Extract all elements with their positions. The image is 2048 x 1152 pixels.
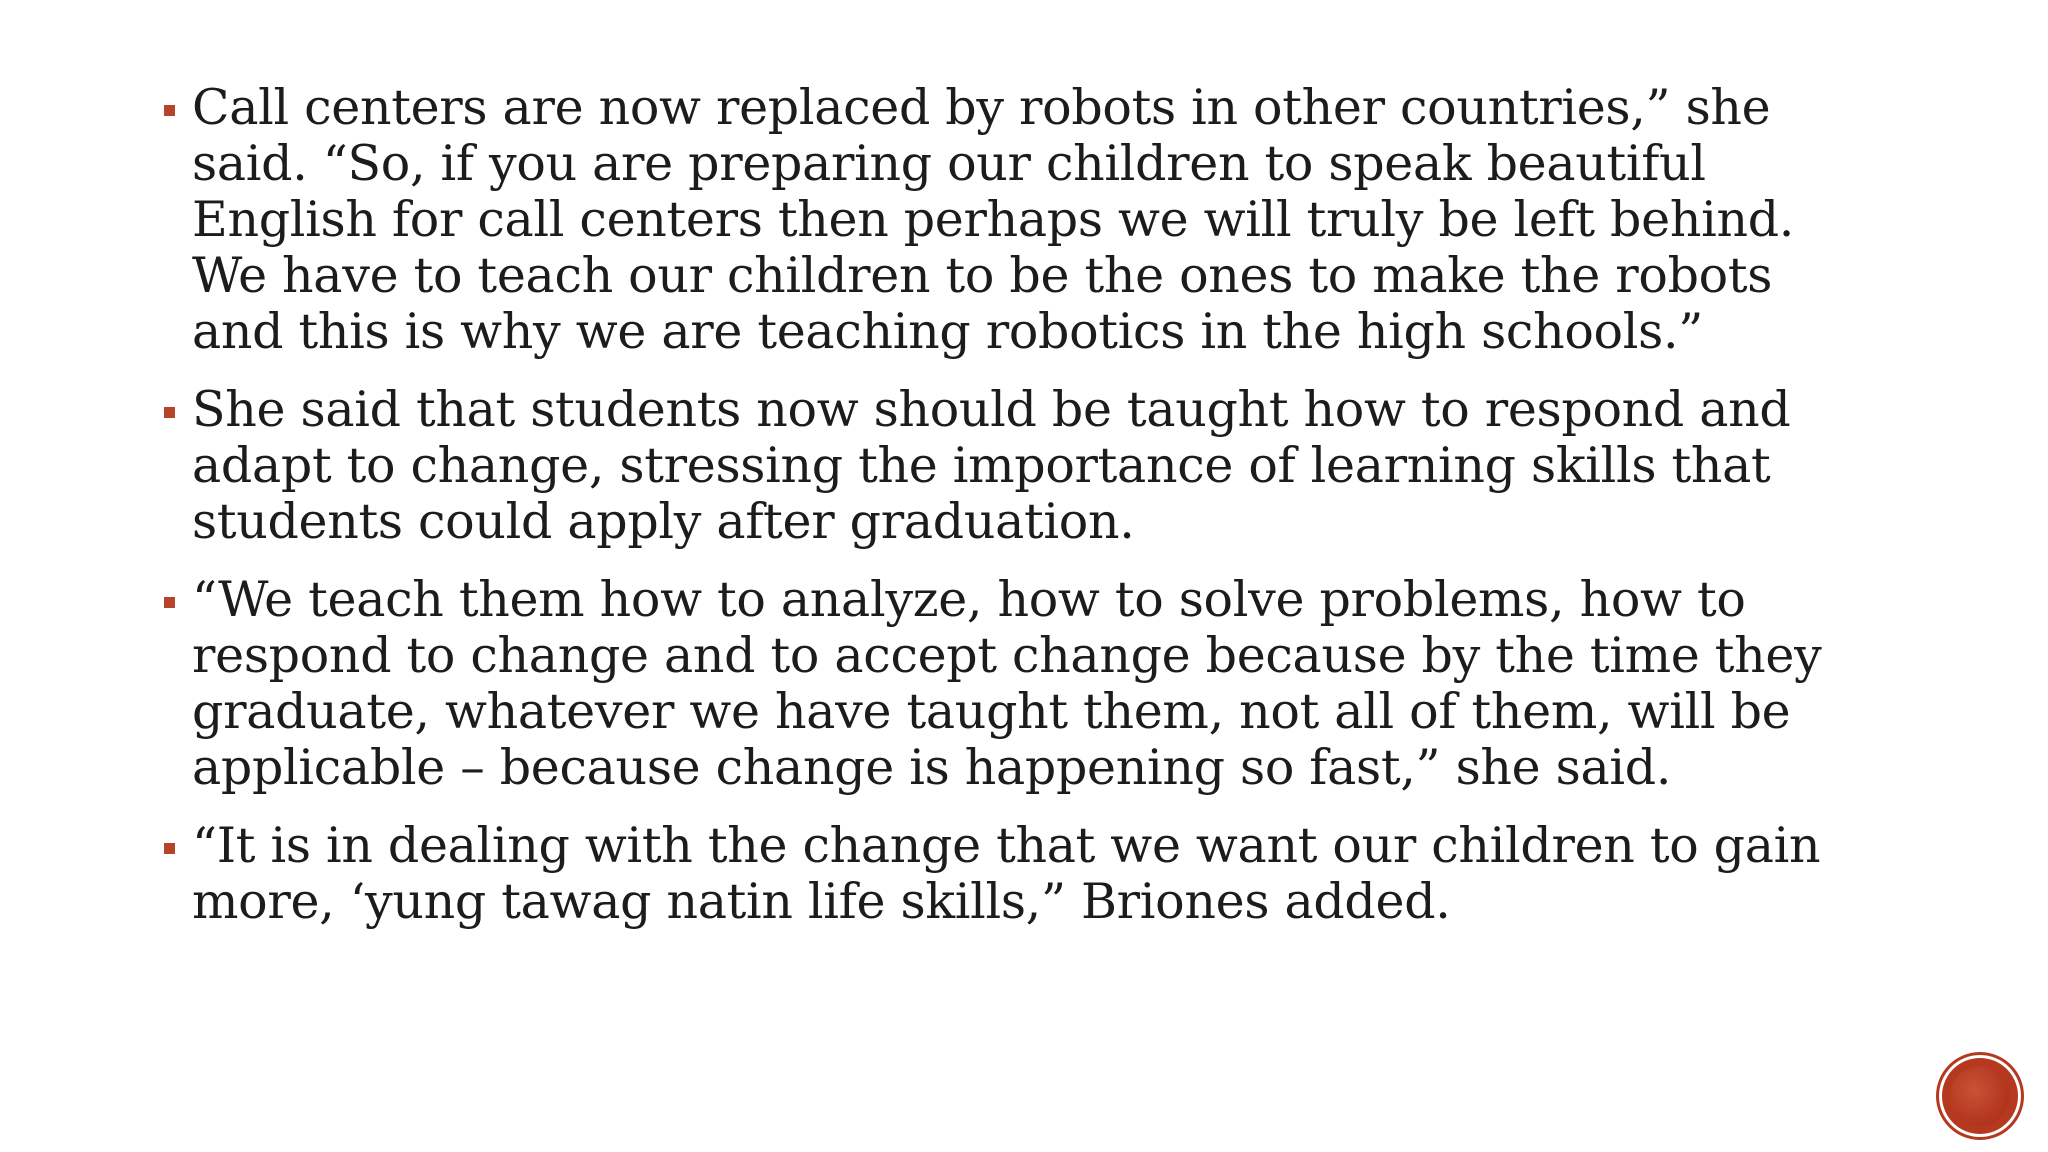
- bullet-text: “It is in dealing with the change that we want our children to gain more, ‘yung tawag natin life skills,” Briones added.: [192, 817, 1821, 930]
- badge-inner-circle: [1950, 1066, 2010, 1126]
- square-bullet-icon: [164, 407, 175, 418]
- bullet-text: “We teach them how to analyze, how to solve problems, how to respond to change and to accept change because by the time they graduate, whatever we have taught them, not all of them, will be applicable – because change is happening so fast,” she said.: [192, 571, 1822, 796]
- bullet-item: [160, 382, 1860, 550]
- slide-number-badge-icon: [1942, 1058, 2018, 1134]
- bullet-list: [160, 80, 1860, 952]
- bullet-item: [160, 80, 1860, 360]
- bullet-text: Call centers are now replaced by robots in other countries,” she said. “So, if you are preparing our children to speak beautiful English for call centers then perhaps we will truly be left behind. We have to teach our children to be the ones to make the robots and this is why we are teaching robotics in the high schools.”: [192, 79, 1795, 360]
- square-bullet-icon: [164, 597, 175, 608]
- bullet-text: She said that students now should be taught how to respond and adapt to change, stressing the importance of learning skills that students could apply after graduation.: [192, 381, 1791, 550]
- square-bullet-icon: [164, 843, 175, 854]
- bullet-item: [160, 572, 1860, 796]
- square-bullet-icon: [164, 105, 175, 116]
- bullet-item: [160, 818, 1860, 930]
